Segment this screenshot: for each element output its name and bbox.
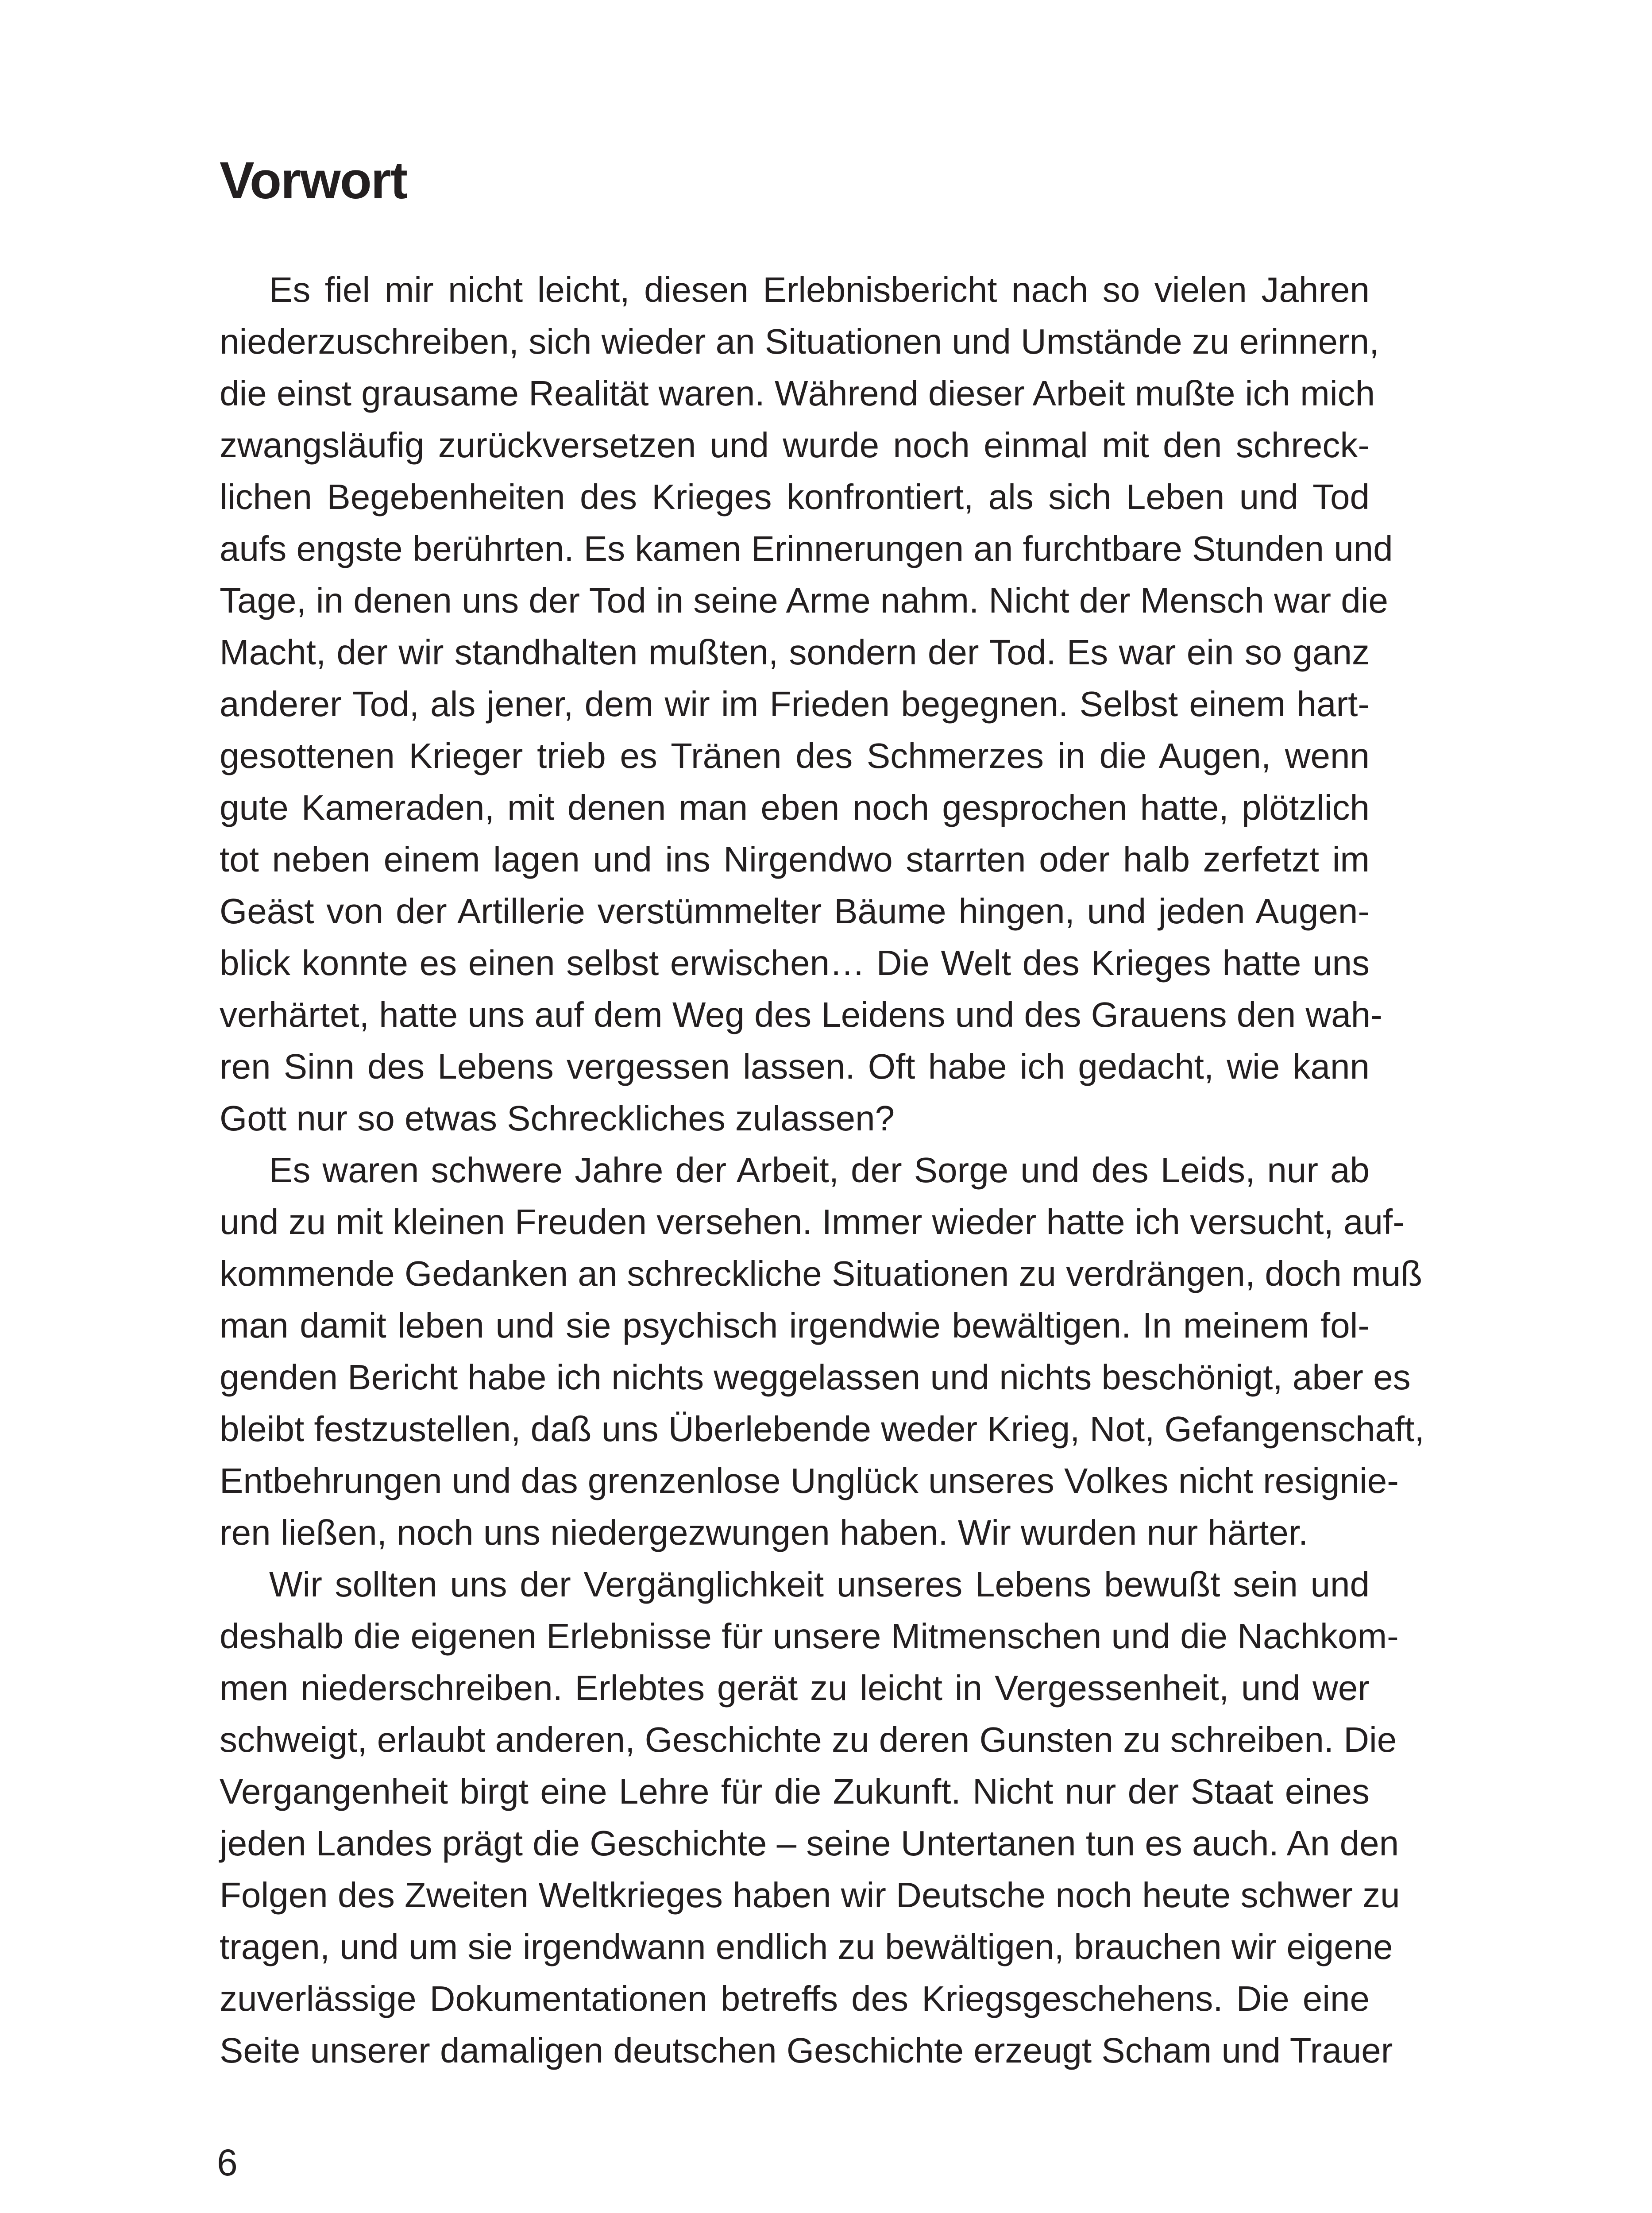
- text-line: Macht, der wir standhalten mußten, sondern der Tod. Es war ein so ganz: [220, 632, 1370, 672]
- text-line: bleibt festzustellen, daß uns Überlebende weder Krieg, Not, Gefangenschaft,: [220, 1409, 1424, 1449]
- text-line: niederzuschreiben, sich wieder an Situationen und Umstände zu erinnern,: [220, 322, 1379, 361]
- text-line: Folgen des Zweiten Weltkrieges haben wir Deutsche noch heute schwer zu: [220, 1875, 1400, 1915]
- text-line: tot neben einem lagen und ins Nirgendwo starrten oder halb zerfetzt im: [220, 840, 1370, 879]
- text-line: men niederschreiben. Erlebtes gerät zu leicht in Vergessenheit, und wer: [220, 1668, 1370, 1708]
- text-line: genden Bericht habe ich nichts weggelassen und nichts beschönigt, aber es: [220, 1357, 1411, 1397]
- page-number: 6: [217, 2142, 238, 2183]
- text-line: anderer Tod, als jener, dem wir im Frieden begegnen. Selbst einem hart-: [220, 684, 1370, 724]
- text-line: kommende Gedanken an schreckliche Situationen zu verdrängen, doch muß: [220, 1254, 1423, 1293]
- text-line: deshalb die eigenen Erlebnisse für unsere Mitmenschen und die Nachkom-: [220, 1616, 1399, 1656]
- text-line: Entbehrungen und das grenzenlose Unglück unseres Volkes nicht resignie-: [220, 1461, 1399, 1500]
- text-line: schweigt, erlaubt anderen, Geschichte zu deren Gunsten zu schreiben. Die: [220, 1720, 1397, 1759]
- text-line: lichen Begebenheiten des Krieges konfrontiert, als sich Leben und Tod: [220, 477, 1370, 517]
- text-line: Es fiel mir nicht leicht, diesen Erlebnisbericht nach so vielen Jahren: [269, 270, 1370, 309]
- text-line: jeden Landes prägt die Geschichte – seine Untertanen tun es auch. An den: [220, 1824, 1399, 1863]
- text-line: Geäst von der Artillerie verstümmelter Bäume hingen, und jeden Augen-: [220, 891, 1370, 931]
- chapter-title: Vorwort: [220, 151, 407, 210]
- text-line: ren ließen, noch uns niedergezwungen haben. Wir wurden nur härter.: [220, 1513, 1308, 1552]
- text-line: tragen, und um sie irgendwann endlich zu bewältigen, brauchen wir eigene: [220, 1927, 1393, 1966]
- text-line: verhärtet, hatte uns auf dem Weg des Leidens und des Grauens den wah-: [220, 995, 1382, 1034]
- text-line: gesottenen Krieger trieb es Tränen des Schmerzes in die Augen, wenn: [220, 736, 1370, 775]
- text-line: gute Kameraden, mit denen man eben noch gesprochen hatte, plötzlich: [220, 788, 1370, 827]
- text-line: Vergangenheit birgt eine Lehre für die Zukunft. Nicht nur der Staat eines: [220, 1772, 1370, 1811]
- text-line: Wir sollten uns der Vergänglichkeit unseres Lebens bewußt sein und: [269, 1565, 1370, 1604]
- text-line: und zu mit kleinen Freuden versehen. Immer wieder hatte ich versucht, auf-: [220, 1202, 1405, 1241]
- text-line: blick konnte es einen selbst erwischen… Die Welt des Krieges hatte uns: [220, 943, 1370, 983]
- text-line: ren Sinn des Lebens vergessen lassen. Oft habe ich gedacht, wie kann: [220, 1047, 1370, 1086]
- body-text: [220, 264, 1424, 2076]
- text-line: Gott nur so etwas Schreckliches zulassen?: [220, 1099, 895, 1138]
- text-line: Seite unserer damaligen deutschen Geschichte erzeugt Scham und Trauer: [220, 2031, 1393, 2070]
- text-line: man damit leben und sie psychisch irgendwie bewältigen. In meinem fol-: [220, 1306, 1370, 1345]
- text-line: aufs engste berührten. Es kamen Erinnerungen an furchtbare Stunden und: [220, 529, 1393, 568]
- text-line: Es waren schwere Jahre der Arbeit, der Sorge und des Leids, nur ab: [269, 1150, 1370, 1190]
- text-line: zwangsläufig zurückversetzen und wurde noch einmal mit den schreck-: [220, 425, 1370, 465]
- text-line: die einst grausame Realität waren. Während dieser Arbeit mußte ich mich: [220, 374, 1375, 413]
- text-line: zuverlässige Dokumentationen betreffs des Kriegsgeschehens. Die eine: [220, 1979, 1370, 2018]
- text-line: Tage, in denen uns der Tod in seine Arme nahm. Nicht der Mensch war die: [220, 581, 1388, 620]
